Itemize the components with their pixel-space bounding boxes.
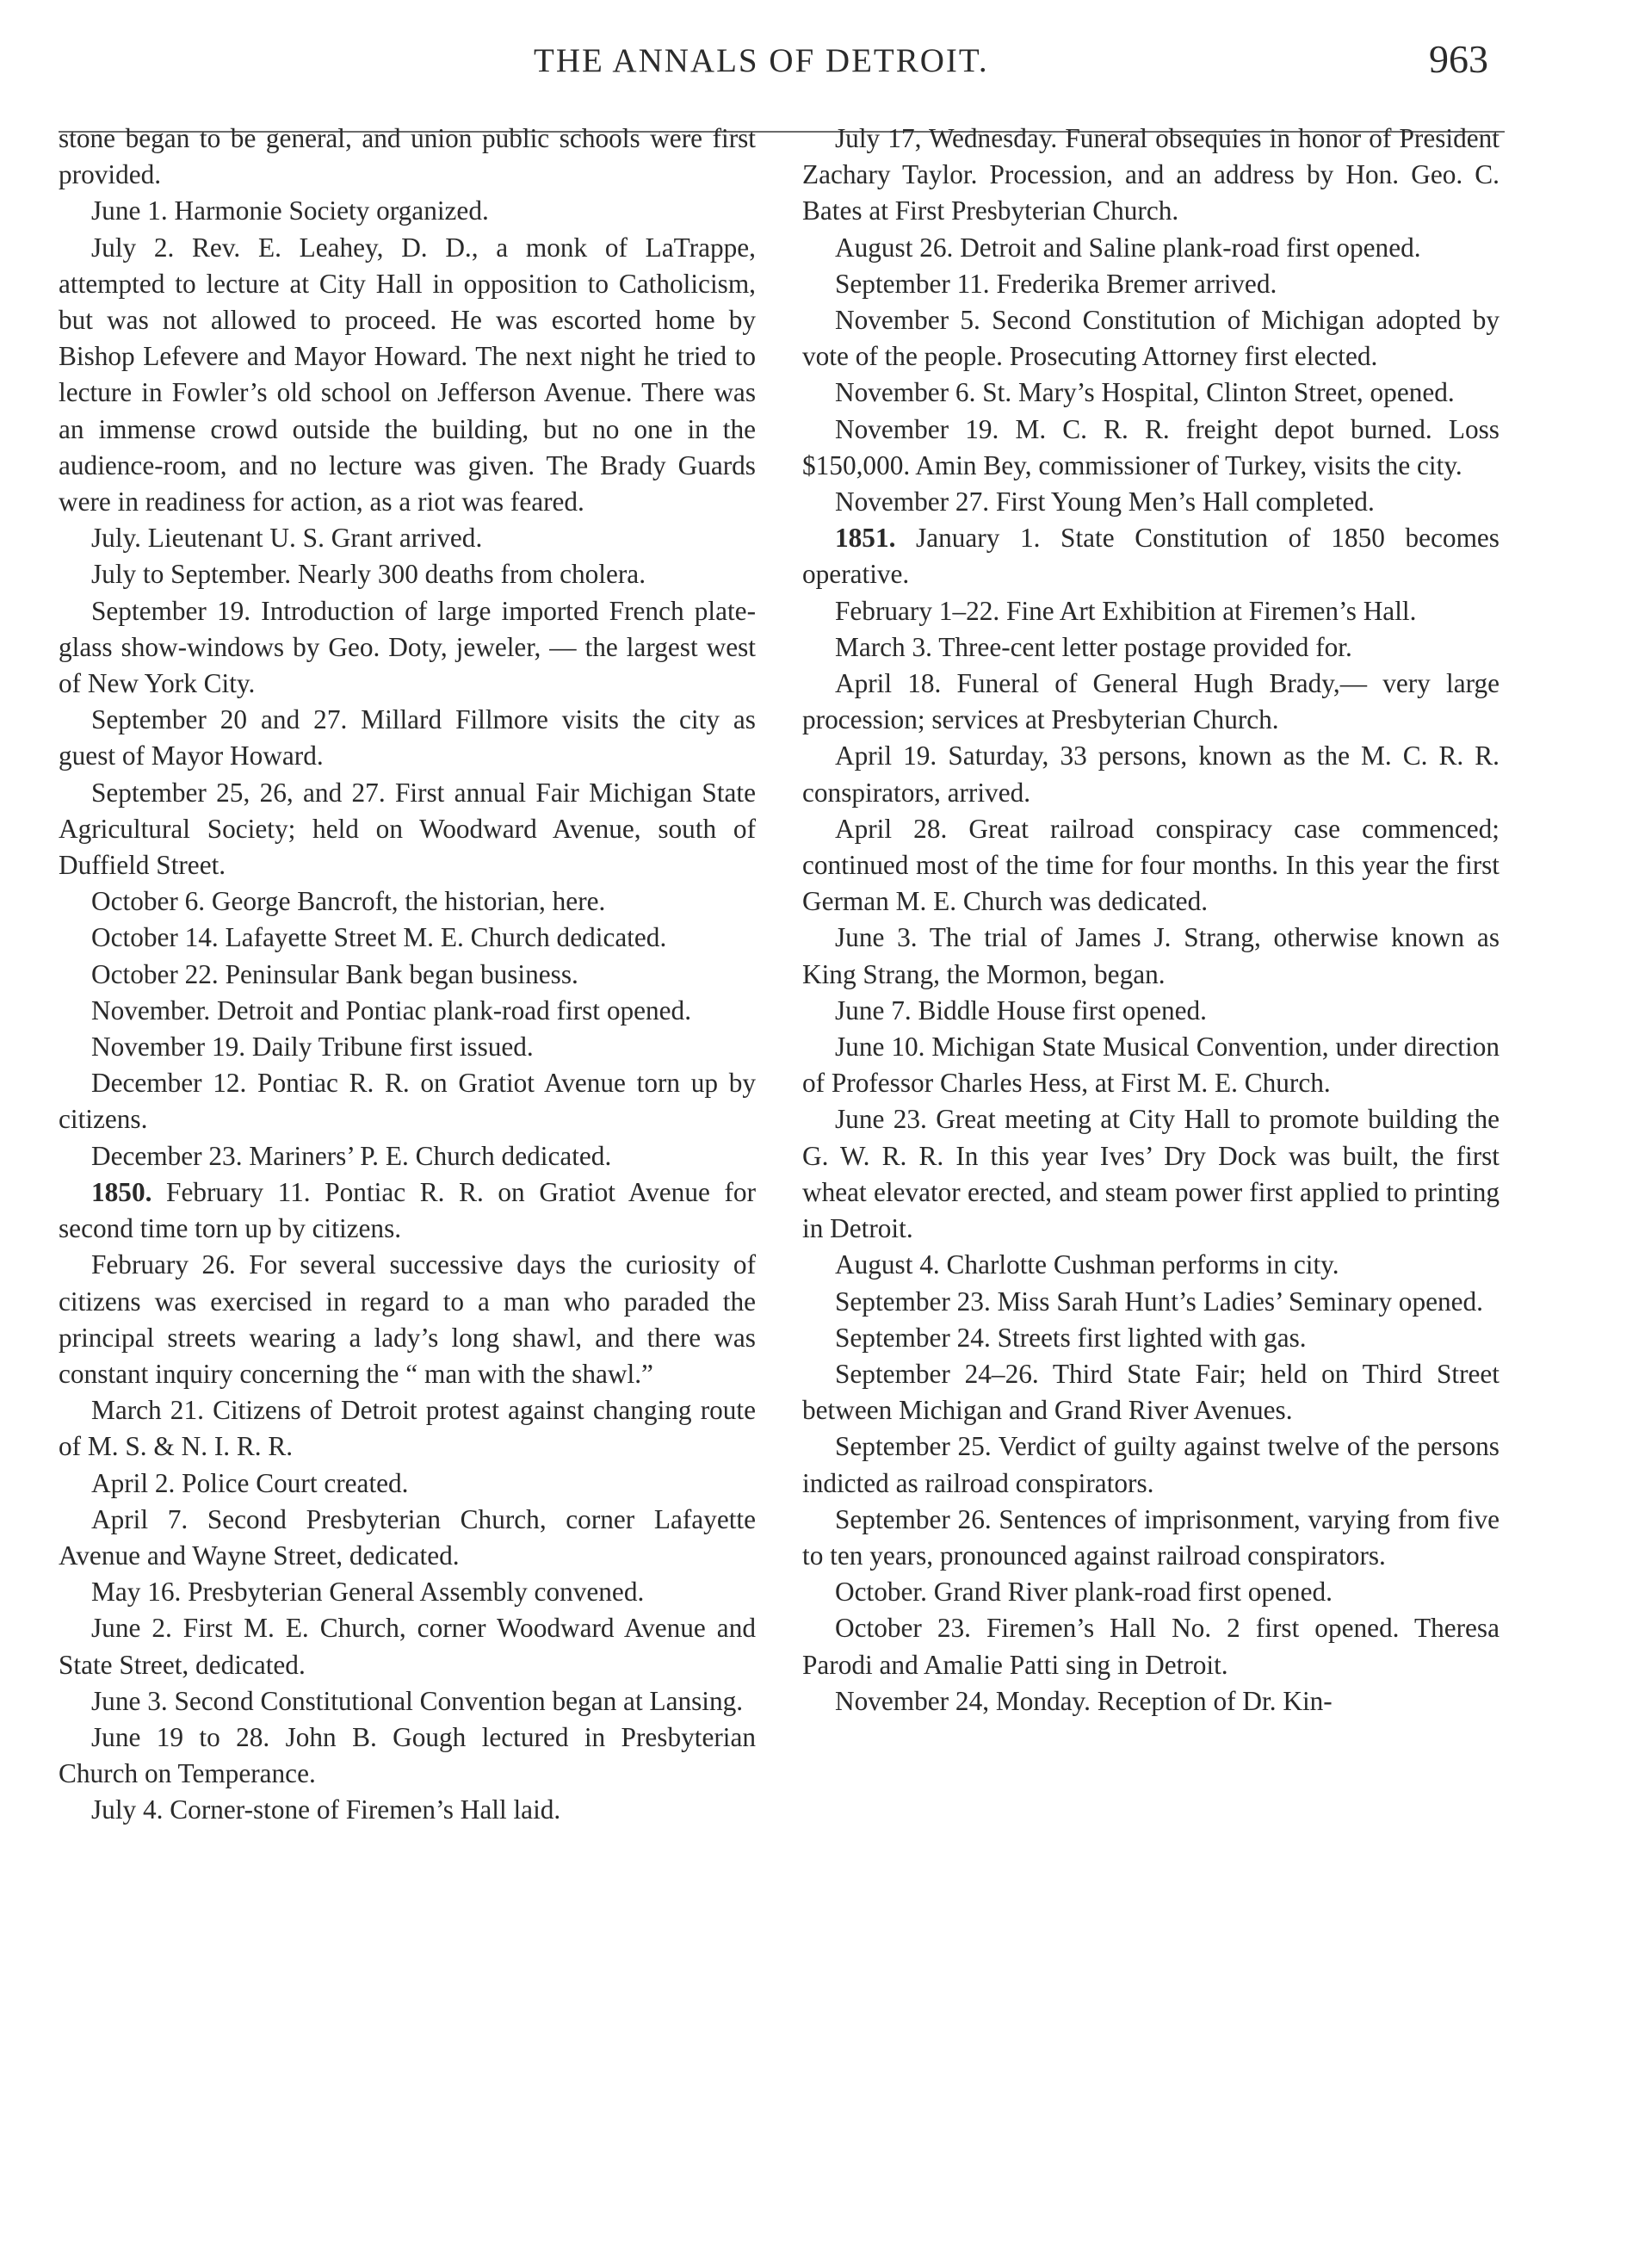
entry-text: January 1. State Constitution of 1850 becomes operative. bbox=[802, 523, 1500, 590]
entry-text: September 25, 26, and 27. First annual Fair Michigan State Agricultural Society; held on Woodward Avenue, south of Duffield Street. bbox=[59, 777, 756, 881]
entry-text: September 24–26. Third State Fair; held on Third Street between Michigan and Grand River Avenues. bbox=[802, 1358, 1500, 1426]
annal-entry bbox=[802, 1610, 1500, 1682]
entry-text: August 26. Detroit and Saline plank-road first opened. bbox=[835, 232, 1421, 263]
running-title: THE ANNALS OF DETROIT. bbox=[534, 42, 989, 79]
annal-entry bbox=[802, 738, 1500, 810]
annal-entry bbox=[802, 302, 1500, 375]
entry-text: November 5. Second Constitution of Michigan adopted by vote of the people. Prosecuting Attorney first elected. bbox=[802, 305, 1500, 372]
entry-text: June 7. Biddle House first opened. bbox=[835, 995, 1207, 1026]
entry-text: August 4. Charlotte Cushman performs in city. bbox=[835, 1249, 1339, 1280]
annal-entry bbox=[802, 1502, 1500, 1574]
entry-text: stone began to be general, and union public schools were first provided. bbox=[59, 123, 756, 190]
entry-text: October. Grand River plank-road first opened. bbox=[835, 1577, 1333, 1608]
annal-entry bbox=[802, 920, 1500, 992]
annal-entry bbox=[59, 1174, 756, 1247]
page-number: 963 bbox=[1429, 37, 1488, 81]
annal-entry bbox=[802, 484, 1500, 520]
entry-text: October 6. George Bancroft, the historian, here. bbox=[91, 886, 606, 917]
entry-text: February 1–22. Fine Art Exhibition at Firemen’s Hall. bbox=[835, 595, 1417, 626]
entry-text: February 26. For several successive days the curiosity of citizens was exercised in regard to a man who paraded the principal streets wearing a lady’s long shawl, and there was constant inquiry concerning the “ man with the shawl.” bbox=[59, 1249, 756, 1389]
entry-text: March 3. Three-cent letter postage provided for. bbox=[835, 631, 1352, 662]
year-heading: 1850. bbox=[91, 1176, 152, 1207]
annal-entry bbox=[802, 666, 1500, 738]
annal-entry bbox=[802, 1247, 1500, 1283]
year-heading: 1851. bbox=[835, 523, 896, 554]
entry-text: May 16. Presbyterian General Assembly convened. bbox=[91, 1577, 645, 1608]
page-header bbox=[0, 36, 1651, 96]
annal-entry bbox=[59, 1247, 756, 1392]
annal-entry bbox=[59, 957, 756, 993]
entry-text: April 2. Police Court created. bbox=[91, 1467, 409, 1498]
annal-entry bbox=[802, 520, 1500, 592]
annal-entry bbox=[59, 993, 756, 1029]
annal-entry bbox=[802, 412, 1500, 484]
annal-entry bbox=[59, 1502, 756, 1574]
entry-text: July 4. Corner-stone of Firemen’s Hall laid. bbox=[91, 1794, 561, 1825]
annal-entry bbox=[802, 1574, 1500, 1610]
entry-text: September 11. Frederika Bremer arrived. bbox=[835, 268, 1277, 299]
entry-text: June 23. Great meeting at City Hall to promote building the G. W. R. R. In this year Ives’ Dry Dock was built, the first wheat elevator erected, and steam power first applied to printing in Detroit. bbox=[802, 1104, 1500, 1244]
entry-text: April 19. Saturday, 33 persons, known as the M. C. R. R. conspirators, arrived. bbox=[802, 741, 1500, 808]
entry-text: November. Detroit and Pontiac plank-road first opened. bbox=[91, 995, 692, 1026]
annal-entry bbox=[802, 230, 1500, 266]
entry-text: November 6. St. Mary’s Hospital, Clinton Street, opened. bbox=[835, 377, 1455, 408]
entry-text: December 23. Mariners’ P. E. Church dedicated. bbox=[91, 1140, 612, 1171]
entry-text: September 24. Streets first lighted with gas. bbox=[835, 1322, 1307, 1353]
entry-text: September 25. Verdict of guilty against twelve of the persons indicted as railroad conspirators. bbox=[802, 1431, 1500, 1498]
annal-entry bbox=[59, 1029, 756, 1065]
entry-text: October 23. Firemen’s Hall No. 2 first opened. Theresa Parodi and Amalie Patti sing in Detroit. bbox=[802, 1613, 1500, 1680]
annal-entry bbox=[802, 1101, 1500, 1247]
entry-text: November 19. M. C. R. R. freight depot burned. Loss $150,000. Amin Bey, commissioner of Turkey, visits the city. bbox=[802, 413, 1500, 480]
entry-text: June 1. Harmonie Society organized. bbox=[91, 195, 489, 226]
entry-text: February 11. Pontiac R. R. on Gratiot Avenue for second time torn up by citizens. bbox=[59, 1176, 756, 1244]
annal-entry bbox=[802, 1029, 1500, 1101]
annal-entry bbox=[59, 1065, 756, 1137]
entry-text: September 19. Introduction of large imported French plate-glass show-windows by Geo. Doty, jeweler, — the largest west of New York City. bbox=[59, 595, 756, 699]
annal-entry bbox=[802, 1683, 1500, 1720]
annal-entry bbox=[59, 1392, 756, 1465]
annal-entry bbox=[59, 920, 756, 956]
annal-entry bbox=[59, 1138, 756, 1174]
annal-entry bbox=[59, 1610, 756, 1682]
entry-text: April 18. Funeral of General Hugh Brady,— very large procession; services at Presbyterian Church. bbox=[802, 668, 1500, 735]
entry-text: March 21. Citizens of Detroit protest against changing route of M. S. & N. I. R. R. bbox=[59, 1395, 756, 1462]
annal-entry bbox=[802, 993, 1500, 1029]
annal-entry bbox=[802, 629, 1500, 666]
annal-entry bbox=[59, 1574, 756, 1610]
annal-entry bbox=[802, 1284, 1500, 1320]
entry-text: September 20 and 27. Millard Fillmore visits the city as guest of Mayor Howard. bbox=[59, 704, 756, 771]
right-column bbox=[802, 121, 1500, 1720]
annal-entry bbox=[802, 375, 1500, 411]
entry-text: November 24, Monday. Reception of Dr. Kin- bbox=[835, 1685, 1333, 1716]
annal-entry bbox=[802, 266, 1500, 302]
annal-entry bbox=[59, 520, 756, 556]
entry-text: June 3. The trial of James J. Strang, otherwise known as King Strang, the Mormon, began. bbox=[802, 922, 1500, 989]
annal-entry bbox=[802, 1356, 1500, 1428]
entry-text: October 22. Peninsular Bank began business. bbox=[91, 958, 578, 989]
entry-text: June 2. First M. E. Church, corner Woodward Avenue and State Street, dedicated. bbox=[59, 1613, 756, 1680]
annal-entry bbox=[59, 702, 756, 774]
annal-entry bbox=[802, 811, 1500, 920]
annal-entry bbox=[59, 121, 756, 193]
annal-entry bbox=[59, 1720, 756, 1792]
annal-entry bbox=[802, 593, 1500, 629]
annal-entry bbox=[802, 1428, 1500, 1501]
entry-text: July 17, Wednesday. Funeral obsequies in honor of President Zachary Taylor. Procession, and an address by Hon. Geo. C. Bates at First Presbyterian Church. bbox=[802, 123, 1500, 226]
entry-text: December 12. Pontiac R. R. on Gratiot Avenue torn up by citizens. bbox=[59, 1068, 756, 1135]
entry-text: June 3. Second Constitutional Convention began at Lansing. bbox=[91, 1685, 744, 1716]
entry-text: September 26. Sentences of imprisonment, varying from five to ten years, pronounced against railroad conspirators. bbox=[802, 1503, 1500, 1571]
entry-text: October 14. Lafayette Street M. E. Church dedicated. bbox=[91, 922, 667, 953]
entry-text: July 2. Rev. E. Leahey, D. D., a monk of LaTrappe, attempted to lecture at City Hall in opposition to Catholicism, but was not allowed to proceed. He was escorted home by Bishop Lefevere and Mayor Howard. The next night he tried to lecture in Fowler’s old school on Jefferson Avenue. There was an immense crowd outside the building, but no one in the audience-room, and no lecture was given. The Brady Guards were in readiness for action, as a riot was feared. bbox=[59, 232, 756, 517]
entry-text: June 19 to 28. John B. Gough lectured in Presbyterian Church on Temperance. bbox=[59, 1721, 756, 1789]
entry-text: July to September. Nearly 300 deaths from cholera. bbox=[91, 559, 646, 590]
annal-entry bbox=[59, 1792, 756, 1828]
annal-entry bbox=[59, 230, 756, 521]
entry-text: April 28. Great railroad conspiracy case commenced; continued most of the time for four months. In this year the first German M. E. Church was dedicated. bbox=[802, 813, 1500, 917]
annal-entry bbox=[59, 593, 756, 703]
entry-text: July. Lieutenant U. S. Grant arrived. bbox=[91, 523, 483, 554]
annal-entry bbox=[59, 1466, 756, 1502]
annal-entry bbox=[59, 1683, 756, 1720]
annal-entry bbox=[802, 1320, 1500, 1356]
left-column bbox=[59, 121, 756, 1829]
annal-entry bbox=[59, 883, 756, 920]
entry-text: November 27. First Young Men’s Hall completed. bbox=[835, 486, 1375, 517]
annal-entry bbox=[59, 775, 756, 884]
annal-entry bbox=[802, 121, 1500, 230]
annal-entry bbox=[59, 556, 756, 592]
entry-text: June 10. Michigan State Musical Convention, under direction of Professor Charles Hess, at First M. E. Church. bbox=[802, 1032, 1500, 1099]
entry-text: April 7. Second Presbyterian Church, corner Lafayette Avenue and Wayne Street, dedicated. bbox=[59, 1503, 756, 1571]
entry-text: September 23. Miss Sarah Hunt’s Ladies’ Seminary opened. bbox=[835, 1286, 1484, 1317]
entry-text: November 19. Daily Tribune first issued. bbox=[91, 1032, 534, 1063]
annal-entry bbox=[59, 193, 756, 229]
